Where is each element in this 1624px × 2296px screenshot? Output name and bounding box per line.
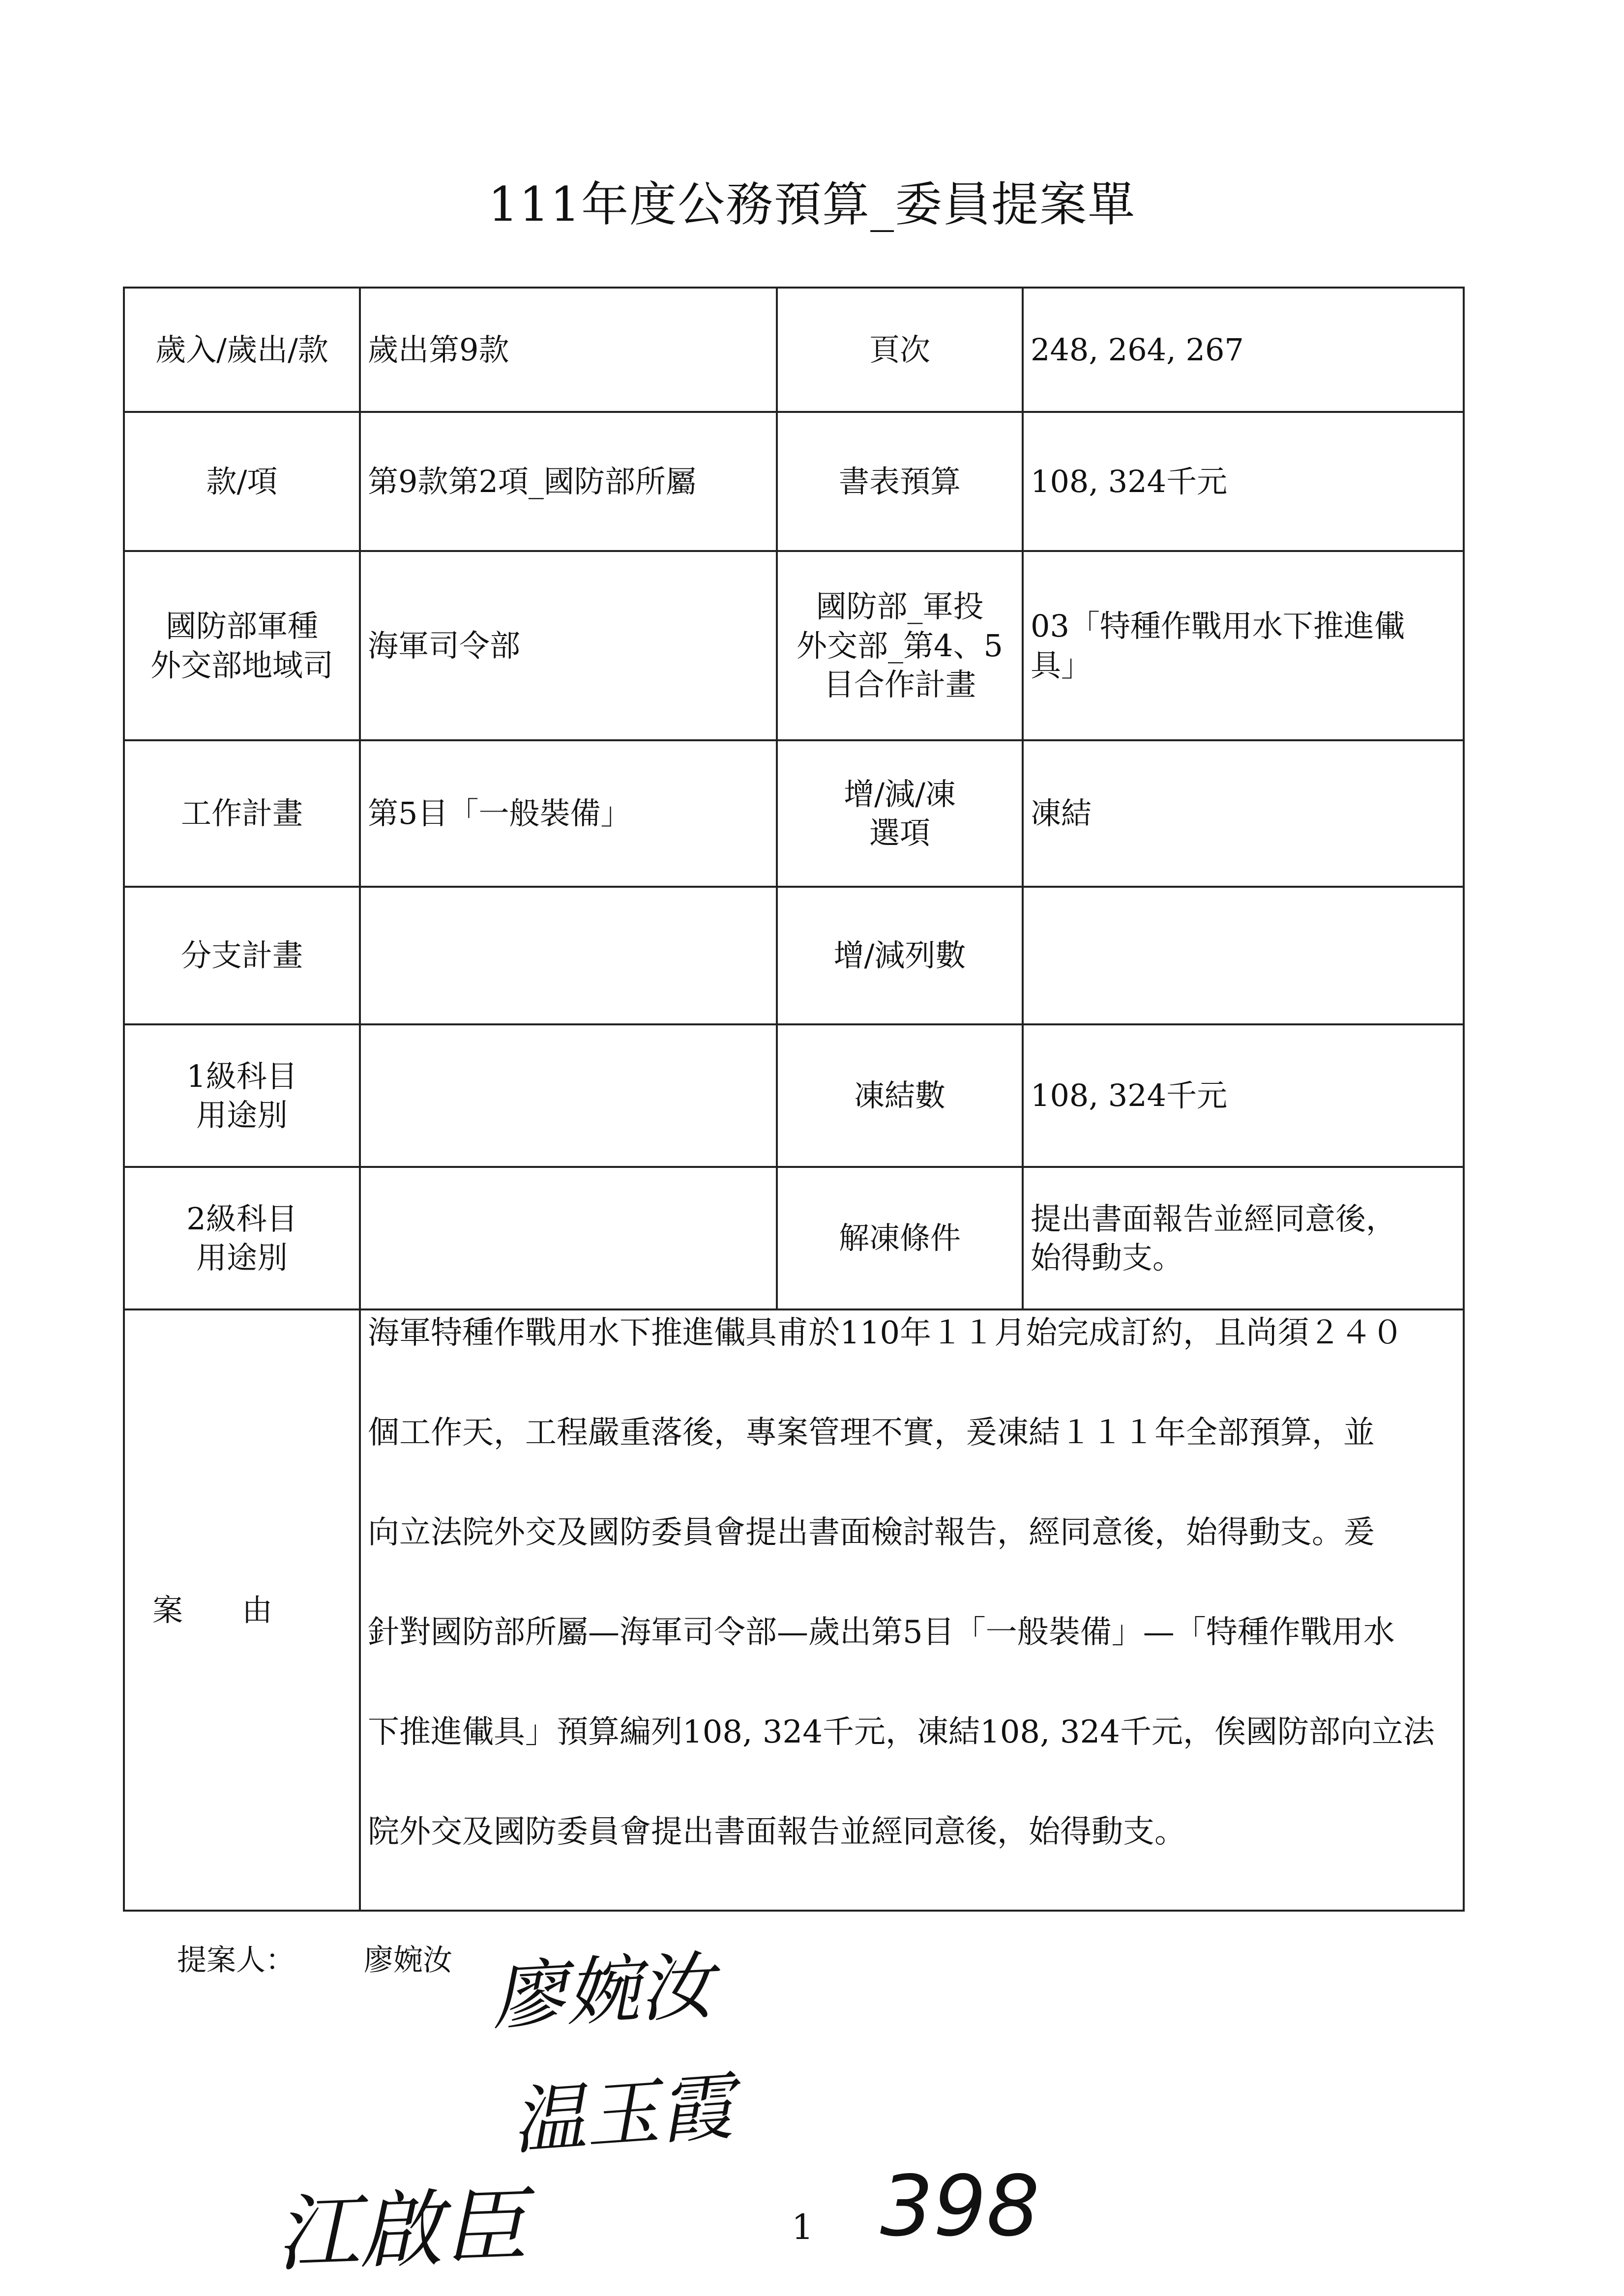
field-label: 歲入/歲出/款 (124, 288, 360, 412)
page-title: 111年度公務預算_委員提案單 (488, 177, 1136, 232)
field-value: 03「特種作戰用水下推進儎 具」 (1023, 551, 1464, 740)
field-label: 國防部_軍投 外交部_第4、5 目合作計畫 (777, 551, 1023, 740)
field-label: 1級科目 用途別 (124, 1024, 360, 1167)
reason-row (124, 1309, 1464, 1911)
field-label: 增/減/凍 選項 (777, 740, 1023, 887)
field-value: 108, 324千元 (1023, 412, 1464, 551)
form-row (124, 887, 1464, 1024)
field-value (360, 1024, 777, 1167)
field-value (360, 1167, 777, 1309)
signature-1: 廖婉汝 (490, 1943, 715, 2040)
reason-line: 向立法院外交及國防委員會提出書面檢討報告，經同意後，始得動支。爰 (368, 1514, 1375, 1551)
field-value (360, 887, 777, 1024)
reason-text (360, 1309, 1464, 1911)
field-label: 分支計畫 (124, 887, 360, 1024)
field-value: 歲出第9款 (360, 288, 777, 412)
field-value: 提出書面報告並經同意後， 始得動支。 (1023, 1167, 1464, 1309)
form-row (124, 1024, 1464, 1167)
form-row (124, 551, 1464, 740)
field-value: 第5目「一般裝備」 (360, 740, 777, 887)
form-row (124, 740, 1464, 887)
field-label: 增/減列數 (777, 887, 1023, 1024)
form-row (124, 288, 1464, 412)
field-value: 海軍司令部 (360, 551, 777, 740)
page-number: 1 (792, 2207, 814, 2247)
reason-line: 院外交及國防委員會提出書面報告並經同意後，始得動支。 (368, 1813, 1186, 1850)
field-label: 凍結數 (777, 1024, 1023, 1167)
signature-3: 江啟臣 (274, 2178, 528, 2284)
field-label: 解凍條件 (777, 1167, 1023, 1309)
reason-line: 針對國防部所屬—海軍司令部—歲出第5目「一般裝備」—「特種作戰用水 (368, 1614, 1395, 1651)
handwritten-number: 398 (880, 2158, 1040, 2255)
field-label: 國防部軍種 外交部地域司 (124, 551, 360, 740)
signature-2: 温玉霞 (509, 2064, 736, 2165)
field-value: 248, 264, 267 (1023, 288, 1464, 412)
field-label: 工作計畫 (124, 740, 360, 887)
field-value (1023, 887, 1464, 1024)
proposer-label: 提案人： (177, 1943, 295, 1977)
reason-line: 下推進儎具」預算編列108, 324千元，凍結108, 324千元，俟國防部向立法 (368, 1714, 1435, 1750)
reason-label: 案由 (124, 1309, 360, 1911)
field-label: 2級科目 用途別 (124, 1167, 360, 1309)
field-label: 書表預算 (777, 412, 1023, 551)
proposer-name: 廖婉汝 (364, 1943, 452, 1977)
field-value: 凍結 (1023, 740, 1464, 887)
reason-line: 海軍特種作戰用水下推進儎具甫於110年１１月始完成訂約，且尚須２４０ (368, 1314, 1404, 1351)
proposal-form-table (123, 287, 1465, 1912)
field-value: 108, 324千元 (1023, 1024, 1464, 1167)
form-row (124, 1167, 1464, 1309)
reason-line: 個工作天，工程嚴重落後，專案管理不實，爰凍結１１１年全部預算，並 (368, 1414, 1375, 1451)
field-label: 頁次 (777, 288, 1023, 412)
form-row (124, 412, 1464, 551)
field-label: 款/項 (124, 412, 360, 551)
field-value: 第9款第2項_國防部所屬 (360, 412, 777, 551)
